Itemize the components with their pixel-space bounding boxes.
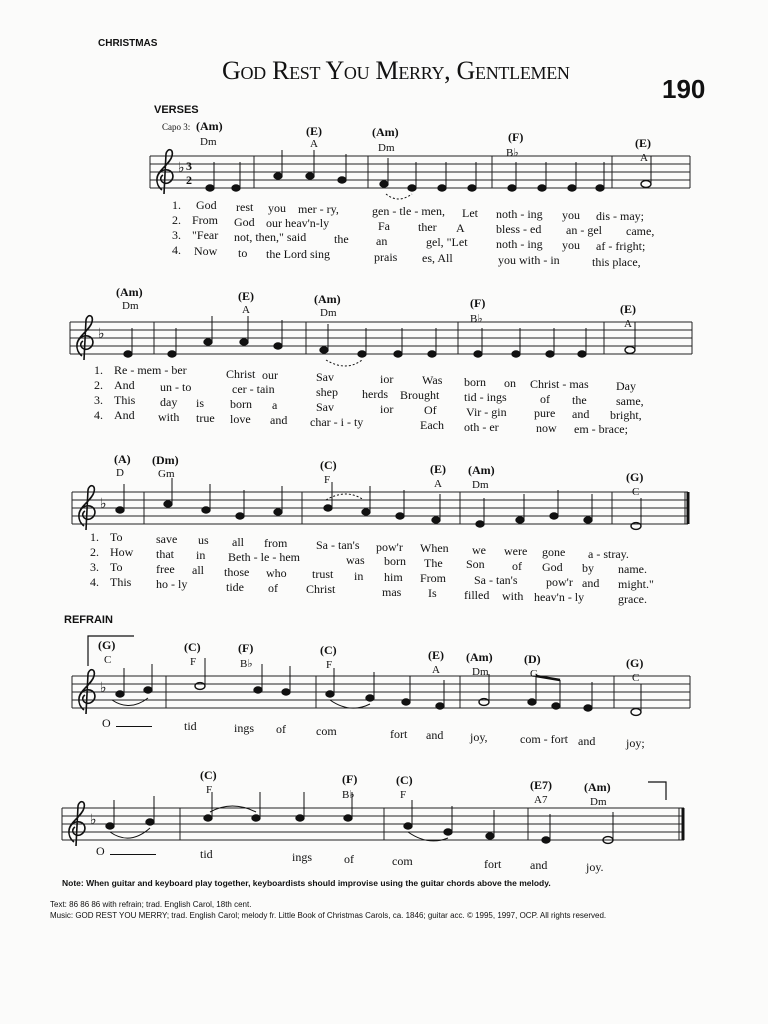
lyric-syllable: you xyxy=(562,238,580,252)
chord-key: B♭ xyxy=(506,147,519,159)
music-credit: Music: GOD REST YOU MERRY; trad. English Carol; melody fr. Little Book of Christmas Carols, ca. 1846; guitar acc. © 1995, 1997, OCP. All rights reserved. xyxy=(50,911,607,920)
lyric-syllable: And xyxy=(114,408,135,422)
lyric-syllable: gone xyxy=(542,545,566,559)
chord-key: F xyxy=(190,656,197,668)
lyric-syllable: save xyxy=(156,532,178,546)
chord-key: F xyxy=(324,474,331,486)
lyric-syllable: Christ xyxy=(226,367,256,381)
lyric-syllable: prais xyxy=(374,250,398,264)
hymn-title: God Rest You Merry, Gentlemen xyxy=(222,56,570,85)
chord-key: C xyxy=(632,486,640,498)
chord-key: Dm xyxy=(472,666,489,678)
lyric-syllable: joy; xyxy=(626,736,645,750)
lyric-syllable: Re - mem - ber xyxy=(114,363,187,377)
lyric-syllable: tid xyxy=(200,847,213,861)
lyric-syllable: our xyxy=(262,368,278,382)
lyric-syllable: of xyxy=(512,559,522,573)
chord-capo: (Dm) xyxy=(152,453,179,467)
lyric-syllable: bright, xyxy=(610,408,642,422)
chord-capo: (F) xyxy=(238,641,254,655)
chord-capo: (C) xyxy=(320,458,337,472)
lyric-syllable: From xyxy=(192,213,219,227)
lyric-syllable: Let xyxy=(462,206,478,220)
chord-capo: (G) xyxy=(98,638,116,652)
lyric-syllable: When xyxy=(420,541,449,555)
lyric-syllable: on xyxy=(504,376,516,390)
lyric-syllable: we xyxy=(472,543,486,557)
lyric-syllable: Christ - mas xyxy=(530,377,589,391)
chord-capo: (D) xyxy=(524,652,541,666)
lyric-syllable: 1. xyxy=(94,363,103,377)
lyric-syllable: mas xyxy=(382,585,402,599)
lyric-syllable: From xyxy=(420,571,447,585)
lyric-syllable: with xyxy=(502,589,524,603)
svg-text:2: 2 xyxy=(186,173,192,187)
staff-2 xyxy=(70,316,692,366)
lyric-syllable: gel, "Let xyxy=(426,235,468,249)
chord-key: F xyxy=(206,784,213,796)
chord-key: Dm xyxy=(320,307,337,319)
chord-capo: (C) xyxy=(200,768,217,782)
chord-key: G xyxy=(530,668,538,680)
lyric-syllable: joy, xyxy=(470,730,488,744)
chord-capo: (E) xyxy=(238,289,254,303)
lyric-syllable: and xyxy=(582,576,600,590)
lyric-syllable: 1. xyxy=(172,198,181,212)
lyric-syllable: Each xyxy=(420,418,444,432)
lyric-syllable: the Lord sing xyxy=(266,247,330,261)
lyric-syllable: 2. xyxy=(172,213,181,227)
lyric-syllable: Now xyxy=(194,244,218,258)
lyric-syllable: tid xyxy=(184,719,197,733)
lyric-syllable: of xyxy=(344,852,354,866)
category-label: CHRISTMAS xyxy=(98,38,158,49)
lyric-syllable: How xyxy=(110,545,134,559)
lyric-syllable: all xyxy=(232,535,244,549)
lyric-syllable: Sa - tan's xyxy=(474,573,518,587)
lyric-syllable: true xyxy=(196,411,215,425)
lyric-syllable: bless - ed xyxy=(496,222,542,236)
lyric-syllable: an - gel xyxy=(566,223,602,237)
chord-key: B♭ xyxy=(240,658,253,670)
lyric-syllable: mer - ry, xyxy=(298,202,339,216)
chord-capo: (G) xyxy=(626,656,644,670)
lyric-syllable: ho - ly xyxy=(156,577,188,591)
lyric-syllable: and xyxy=(572,407,590,421)
lyric-syllable: pow'r xyxy=(376,540,403,554)
lyric-syllable: com xyxy=(392,854,413,868)
text-credit: Text: 86 86 86 with refrain; trad. English Carol, 18th cent. xyxy=(50,900,252,909)
chord-capo: (Am) xyxy=(584,780,611,794)
lyric-syllable: O xyxy=(102,716,111,730)
lyric-syllable: herds xyxy=(362,387,388,401)
lyric-syllable: fort xyxy=(484,857,502,871)
lyric-syllable: cer - tain xyxy=(232,382,275,396)
verses-label: VERSES xyxy=(154,104,199,116)
lyric-syllable: that xyxy=(156,547,174,561)
chord-key: Gm xyxy=(158,468,175,480)
chord-key: Dm xyxy=(472,479,489,491)
chord-key: Dm xyxy=(122,300,139,312)
lyric-syllable: in xyxy=(196,548,206,562)
lyric-syllable: and xyxy=(270,413,288,427)
chord-key: F xyxy=(326,659,333,671)
lyric-syllable: from xyxy=(264,536,288,550)
lyric-syllable: a xyxy=(272,398,278,412)
lyric-syllable: fort xyxy=(390,727,408,741)
chord-key: C xyxy=(104,654,112,666)
lyric-syllable: us xyxy=(198,533,209,547)
lyric-syllable: To xyxy=(110,530,123,544)
chord-key: Dm xyxy=(200,136,217,148)
lyric-syllable: same, xyxy=(616,394,644,408)
lyric-syllable: with xyxy=(158,410,180,424)
lyric-syllable: noth - ing xyxy=(496,207,543,221)
lyric-syllable: Of xyxy=(424,403,437,417)
lyric-syllable: 2. xyxy=(94,378,103,392)
lyric-syllable: came, xyxy=(626,224,655,238)
lyric-syllable: 4. xyxy=(90,575,99,589)
lyric-syllable: God xyxy=(196,198,217,212)
lyric-syllable: you with - in xyxy=(498,253,560,267)
chord-key: B♭ xyxy=(342,789,355,801)
chord-key: Dm xyxy=(590,796,607,808)
lyric-syllable: dis - may; xyxy=(596,209,644,223)
lyric-syllable: trust xyxy=(312,567,334,581)
lyric-syllable: was xyxy=(346,553,365,567)
chord-capo: (A) xyxy=(114,452,131,466)
chord-key: A xyxy=(624,318,632,330)
lyric-syllable: our heav'n-ly xyxy=(266,216,330,230)
chord-capo: (E) xyxy=(620,302,636,316)
lyric-syllable: com xyxy=(316,724,337,738)
lyric-syllable: were xyxy=(504,544,528,558)
svg-text:♭: ♭ xyxy=(90,812,97,828)
lyric-syllable: ings xyxy=(234,721,255,735)
lyric-syllable: Sav xyxy=(316,370,334,384)
lyric-syllable: an xyxy=(376,234,388,248)
chord-capo: (E) xyxy=(430,462,446,476)
chord-capo: (F) xyxy=(508,130,524,144)
lyric-syllable: tid - ings xyxy=(464,390,507,404)
lyric-syllable: un - to xyxy=(160,380,192,394)
lyric-syllable: 2. xyxy=(90,545,99,559)
chord-capo: (E) xyxy=(306,124,322,138)
lyric-syllable: ther xyxy=(418,220,437,234)
lyric-syllable: gen - tle - men, xyxy=(372,204,445,218)
lyric-syllable: Sav xyxy=(316,400,334,414)
lyric-syllable: day xyxy=(160,395,178,409)
lyric-syllable: God xyxy=(542,560,563,574)
lyric-syllable: you xyxy=(562,208,580,222)
lyric-syllable: ings xyxy=(292,850,313,864)
lyric-syllable: This xyxy=(110,575,132,589)
lyric-syllable: Son xyxy=(466,557,485,571)
lyric-syllable: and xyxy=(426,728,444,742)
lyric-syllable: not, then," said xyxy=(234,230,307,244)
lyric-syllable: 4. xyxy=(172,243,181,257)
lyric-syllable: the xyxy=(572,393,587,407)
lyric-syllable: rest xyxy=(236,200,254,214)
lyric-syllable: 3. xyxy=(94,393,103,407)
lyric-syllable: Day xyxy=(616,379,636,393)
lyric-syllable: love xyxy=(230,412,251,426)
lyric-syllable: now xyxy=(536,421,557,435)
lyric-syllable: pure xyxy=(534,406,556,420)
chord-capo: (Am) xyxy=(116,285,143,299)
lyric-syllable: A xyxy=(456,221,465,235)
lyric-syllable: 3. xyxy=(90,560,99,574)
chord-capo: (E) xyxy=(428,648,444,662)
lyric-syllable: char - i - ty xyxy=(310,415,364,429)
lyric-syllable: Vir - gin xyxy=(466,405,507,419)
lyric-syllable: ior xyxy=(380,402,394,416)
hymn-number: 190 xyxy=(662,74,706,104)
lyric-syllable: shep xyxy=(316,385,338,399)
lyric-syllable: es, All xyxy=(422,251,453,265)
lyric-syllable: of xyxy=(268,581,278,595)
lyric-syllable: The xyxy=(424,556,443,570)
lyric-syllable: of xyxy=(540,392,550,406)
lyric-syllable: a - stray. xyxy=(588,547,629,561)
chord-capo: (C) xyxy=(320,643,337,657)
lyric-syllable: name. xyxy=(618,562,647,576)
svg-text:♭: ♭ xyxy=(100,496,107,512)
lyric-syllable: grace. xyxy=(618,592,647,606)
lyric-syllable: 3. xyxy=(172,228,181,242)
lyric-syllable: "Fear xyxy=(192,228,219,242)
chord-key: F xyxy=(400,789,407,801)
chord-capo: (Am) xyxy=(466,650,493,664)
lyric-syllable: born xyxy=(230,397,252,411)
lyric-syllable: him xyxy=(384,570,403,584)
chord-capo: (Am) xyxy=(468,463,495,477)
capo-label: Capo 3: xyxy=(162,122,191,132)
lyric-syllable: the xyxy=(334,232,349,246)
chord-capo: (G) xyxy=(626,470,644,484)
lyric-syllable: Was xyxy=(422,373,443,387)
svg-text:♭: ♭ xyxy=(178,160,185,176)
lyric-syllable: O xyxy=(96,844,105,858)
lyric-syllable: is xyxy=(196,396,205,410)
chord-key: A xyxy=(310,138,318,150)
lyric-syllable: who xyxy=(266,566,287,580)
chord-capo: (E7) xyxy=(530,778,552,792)
chord-key: A xyxy=(434,478,442,490)
chord-capo: (Am) xyxy=(372,125,399,139)
lyric-syllable: to xyxy=(238,246,248,260)
lyric-syllable: in xyxy=(354,569,364,583)
staff-3 xyxy=(72,478,688,530)
lyric-syllable: com - fort xyxy=(520,732,568,746)
lyric-syllable: em - brace; xyxy=(574,422,628,436)
chord-capo: (F) xyxy=(342,772,358,786)
lyric-syllable: free xyxy=(156,562,175,576)
staff-4 xyxy=(72,636,690,715)
refrain-label: REFRAIN xyxy=(64,614,113,626)
lyric-syllable: Christ xyxy=(306,582,336,596)
capo-chord: (Am) xyxy=(196,119,223,133)
lyric-syllable: ior xyxy=(380,372,394,386)
chord-capo: (E) xyxy=(635,136,651,150)
lyric-syllable: Brought xyxy=(400,388,440,402)
lyric-syllable: might." xyxy=(618,577,654,591)
lyric-syllable: Beth - le - hem xyxy=(228,550,300,564)
lyric-syllable: all xyxy=(192,563,204,577)
lyric-syllable: those xyxy=(224,565,250,579)
lyric-syllable: This xyxy=(114,393,136,407)
lyric-syllable: 1. xyxy=(90,530,99,544)
chord-key: A xyxy=(640,152,648,164)
lyric-syllable: God xyxy=(234,215,255,229)
lyric-syllable: And xyxy=(114,378,135,392)
chord-key: C xyxy=(632,672,640,684)
lyric-syllable: and xyxy=(530,858,548,872)
lyric-syllable: tide xyxy=(226,580,244,594)
chord-key: Dm xyxy=(378,142,395,154)
svg-text:♭: ♭ xyxy=(100,680,107,696)
chord-key: A xyxy=(242,304,250,316)
chord-key: A7 xyxy=(534,794,548,806)
lyric-syllable: born xyxy=(464,375,486,389)
svg-text:♭: ♭ xyxy=(98,326,105,342)
lyric-syllable: of xyxy=(276,722,286,736)
chord-capo: (C) xyxy=(184,640,201,654)
lyric-syllable: pow'r xyxy=(546,575,573,589)
lyric-syllable: 4. xyxy=(94,408,103,422)
lyric-syllable: Is xyxy=(428,586,437,600)
lyric-syllable: oth - er xyxy=(464,420,499,434)
chord-key: B♭ xyxy=(470,313,483,325)
lyric-syllable: Sa - tan's xyxy=(316,538,360,552)
lyric-syllable: joy. xyxy=(586,860,604,874)
lyric-syllable: noth - ing xyxy=(496,237,543,251)
chord-capo: (Am) xyxy=(314,292,341,306)
lyric-syllable: To xyxy=(110,560,123,574)
lyric-syllable: this place, xyxy=(592,255,641,269)
chord-key: D xyxy=(116,467,124,479)
chord-key: A xyxy=(432,664,440,676)
chord-capo: (F) xyxy=(470,296,486,310)
performance-note: Note: When guitar and keyboard play together, keyboardists should improvise using the guitar chords above the melody. xyxy=(62,878,551,888)
chord-capo: (C) xyxy=(396,773,413,787)
lyric-syllable: filled xyxy=(464,588,490,602)
lyric-syllable: and xyxy=(578,734,596,748)
lyric-syllable: heav'n - ly xyxy=(534,590,585,604)
lyric-syllable: born xyxy=(384,554,406,568)
lyric-syllable: by xyxy=(582,561,594,575)
lyric-syllable: Fa xyxy=(378,219,390,233)
svg-text:3: 3 xyxy=(186,159,192,173)
lyric-syllable: you xyxy=(268,201,286,215)
staff-1 xyxy=(150,150,690,199)
lyric-syllable: af - fright; xyxy=(596,239,646,253)
